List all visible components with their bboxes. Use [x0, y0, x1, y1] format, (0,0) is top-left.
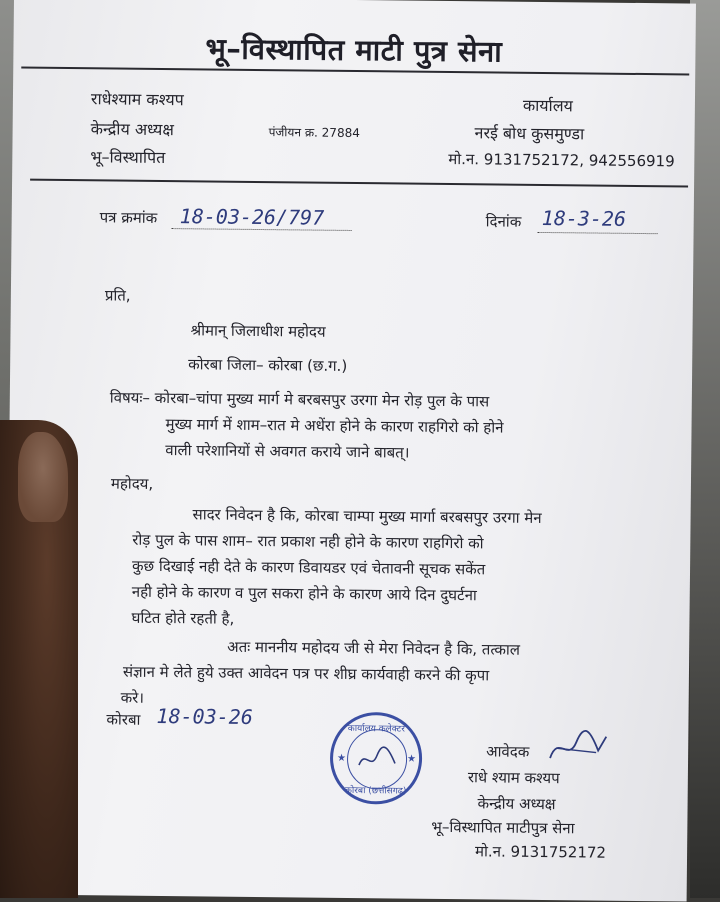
recipient-line1: श्रीमान् जिलाधीश महोदय: [190, 321, 326, 341]
applicant-signature: [546, 728, 610, 769]
letterhead-org: भू–विस्थापित: [90, 147, 166, 168]
date-label: दिनांक: [485, 212, 522, 231]
stamp-bottom-text: कोरबा (छत्तीसगढ़): [344, 785, 407, 797]
office-stamp: [330, 712, 423, 805]
prati-label: प्रति,: [104, 286, 131, 305]
applicant-phone: मो.न. 9131752172: [474, 842, 607, 862]
letter-paper: [5, 0, 696, 902]
subject-line3: वाली परेशानियों से अवगत कराये जाने बाबत्।: [165, 441, 410, 462]
date-value: 18-3-26: [541, 205, 627, 231]
office-label: कार्यालय: [522, 95, 573, 116]
stamp-top-text: कार्यालय कलेक्टर: [347, 723, 405, 735]
applicant-org: भू–विस्थापित माटीपुत्र सेना: [431, 817, 575, 838]
body-p2-line1: अतः माननीय महोदय जी से मेरा निवेदन है कि, तत्काल: [227, 637, 521, 659]
body-p2-line3: करे।: [120, 688, 145, 707]
subject-line1: विषयः– कोरबा–चांपा मुख्य मार्ग मे बरबसपुर उरगा मेन रोड़ पुल के पास: [109, 388, 490, 411]
place-date: 18-03-26: [156, 703, 253, 729]
body-p1-line1: सादर निवेदन है कि, कोरबा चाम्पा मुख्य मार्गा बरबसपुर उरगा मेन: [192, 505, 542, 527]
place-label: कोरबा: [106, 710, 141, 729]
date-dotted-line: [538, 232, 658, 234]
body-p1-line5: घटित होते रहती है,: [131, 608, 235, 628]
applicant-label: आवेदक: [486, 742, 530, 761]
thumb: [18, 432, 68, 522]
recipient-line2: कोरबा जिला– कोरबा (छ.ग.): [188, 355, 348, 375]
letterhead-title: भू–विस्थापित माटी पुत्र सेना: [205, 31, 503, 69]
body-p2-line2: संज्ञान मे लेते हुये उक्त आवेदन पत्र पर शीघ्र कार्यवाही करने की कृपा: [122, 662, 490, 685]
letterhead-name: राधेश्याम कश्यप: [90, 89, 184, 110]
body-p1-line2: रोड़ पुल के पास शाम– रात प्रकाश नही होने के कारण राहगिरो को: [132, 530, 484, 553]
stamp-star-right: ★: [406, 753, 417, 765]
applicant-name: राधे श्याम कश्यप: [467, 768, 560, 788]
office-address: नरई बोध कुसमुण्डा: [474, 123, 585, 144]
header-rule-bottom: [30, 179, 688, 188]
ref-label: पत्र क्रमांक: [99, 208, 158, 227]
subject-line2: मुख्य मार्ग में शाम–रात मे अधेंरा होने के कारण राहगिरो को होने: [165, 415, 504, 437]
letterhead-designation: केन्द्रीय अध्यक्ष: [90, 119, 174, 140]
body-p1-line3: कुछ दिखाई नही देते के कारण डिवायडर एवं चेतावनी सूचक सकेंत: [131, 556, 486, 579]
registration-number: पंजीयन क्र. 27884: [268, 125, 360, 141]
stamp-star-left: ★: [337, 752, 347, 764]
salutation: महोदय,: [110, 474, 154, 493]
body-p1-line4: नही होने के कारण व पुल सकरा होने के कारण आये दिन दुघर्टना: [131, 582, 477, 605]
stamp-signature: [357, 745, 397, 775]
office-phone: मो.न. 9131752172, 942556919: [448, 149, 675, 171]
ref-number: 18-03-26/797: [179, 204, 325, 230]
applicant-designation: केन्द्रीय अध्यक्ष: [477, 794, 556, 814]
